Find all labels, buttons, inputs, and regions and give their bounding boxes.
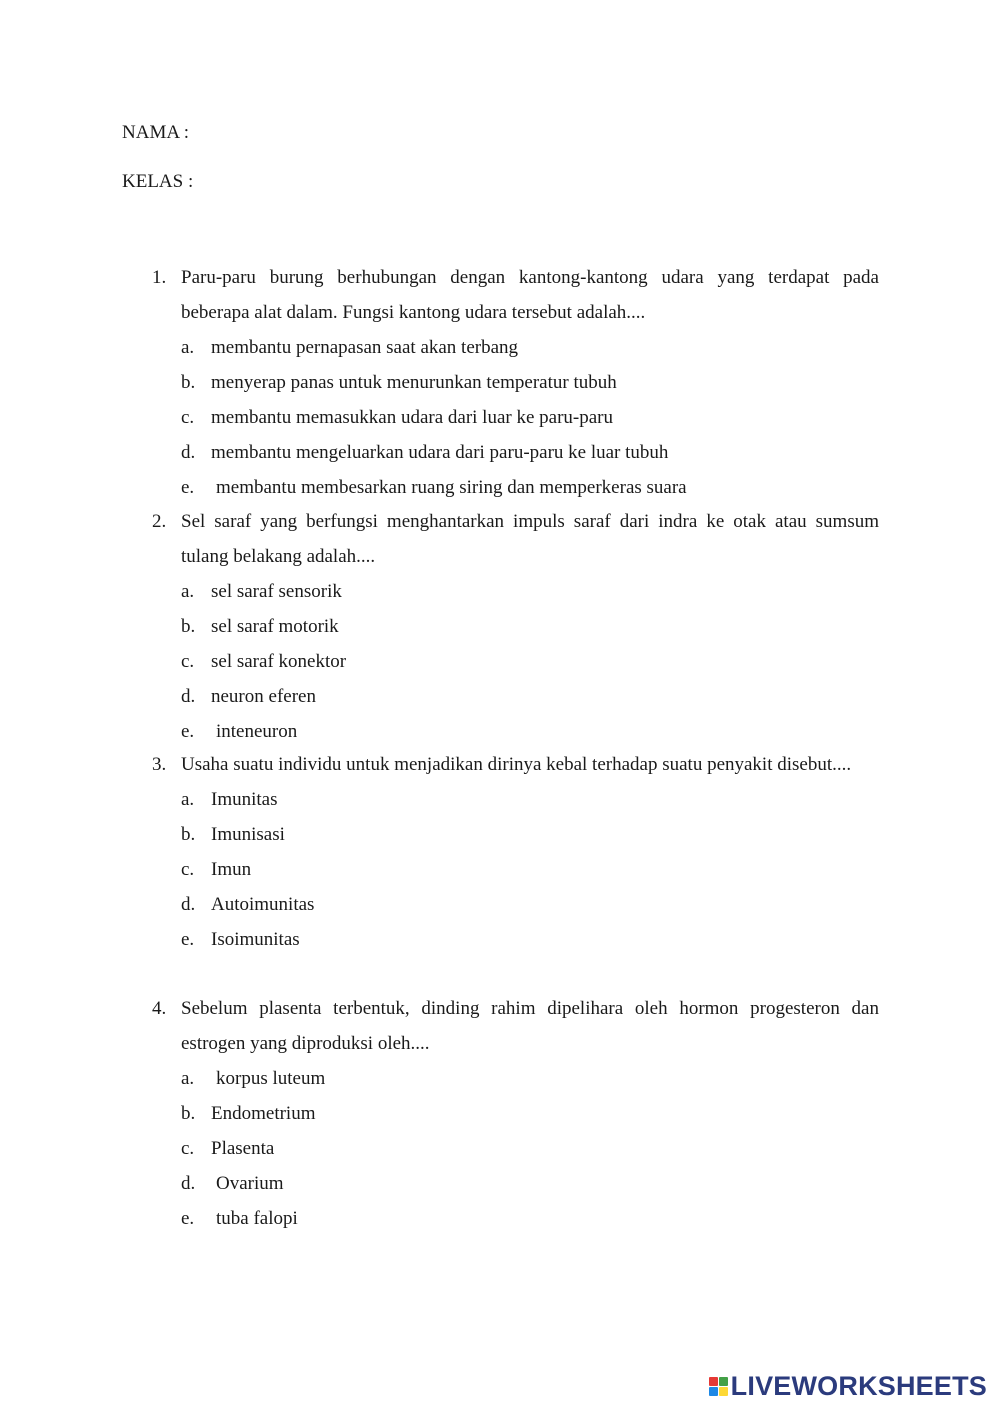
option-text: Imun — [211, 859, 252, 880]
option-b[interactable] — [181, 365, 879, 400]
option-letter: b. — [181, 824, 196, 845]
option-a[interactable] — [181, 330, 879, 365]
logo-square-yellow — [719, 1387, 728, 1396]
option-d[interactable] — [181, 1166, 879, 1201]
option-letter: b. — [181, 616, 196, 637]
option-text: sel saraf motorik — [211, 616, 339, 637]
question-number: 1. — [152, 267, 167, 288]
option-b[interactable] — [181, 817, 879, 852]
option-letter: d. — [181, 442, 196, 463]
option-text: Isoimunitas — [211, 929, 300, 950]
option-text: Plasenta — [211, 1138, 275, 1159]
option-letter: b. — [181, 372, 196, 393]
option-letter: a. — [181, 581, 195, 602]
option-text: sel saraf sensorik — [211, 581, 342, 602]
option-text: membantu membesarkan ruang siring dan memperkeras suara — [216, 477, 687, 498]
question-text: Sebelum plasenta terbentuk, dinding rahim dipelihara oleh hormon progesteron dan estrogen yang diproduksi oleh.... — [181, 998, 879, 1054]
option-letter: c. — [181, 859, 195, 880]
option-text: tuba falopi — [216, 1208, 298, 1229]
option-letter: c. — [181, 651, 195, 672]
option-e[interactable] — [181, 1201, 879, 1236]
option-text: membantu mengeluarkan udara dari paru-paru ke luar tubuh — [211, 442, 669, 463]
liveworksheets-wordmark: LIVEWORKSHEETS — [730, 1371, 987, 1401]
option-text: korpus luteum — [216, 1068, 326, 1089]
option-letter: d. — [181, 1173, 196, 1194]
question-number: 4. — [152, 998, 167, 1019]
option-text: Ovarium — [216, 1173, 284, 1194]
option-a[interactable] — [181, 782, 879, 817]
option-d[interactable] — [181, 679, 879, 714]
option-letter: d. — [181, 894, 196, 915]
option-letter: c. — [181, 1138, 195, 1159]
option-letter: a. — [181, 337, 195, 358]
option-letter: a. — [181, 789, 195, 810]
option-text: membantu pernapasan saat akan terbang — [211, 337, 519, 358]
logo-square-blue — [709, 1387, 718, 1396]
option-letter: e. — [181, 929, 195, 950]
option-text: Imunisasi — [211, 824, 285, 845]
liveworksheets-logo-icon — [709, 1377, 728, 1396]
question-text: Sel saraf yang berfungsi menghantarkan impuls saraf dari indra ke otak atau sumsum tulang belakang adalah.... — [181, 511, 879, 567]
question-1 — [152, 260, 879, 505]
option-c[interactable] — [181, 1131, 879, 1166]
question-3 — [152, 747, 879, 957]
option-text: Autoimunitas — [211, 894, 315, 915]
question-4 — [152, 991, 879, 1236]
option-e[interactable] — [181, 470, 879, 505]
option-text: sel saraf konektor — [211, 651, 347, 672]
option-letter: b. — [181, 1103, 196, 1124]
option-c[interactable] — [181, 852, 879, 887]
option-text: menyerap panas untuk menurunkan temperatur tubuh — [211, 372, 617, 393]
option-a[interactable] — [181, 574, 879, 609]
question-text: Usaha suatu individu untuk menjadikan dirinya kebal terhadap suatu penyakit disebut.... — [181, 754, 852, 775]
option-text: neuron eferen — [211, 686, 316, 707]
option-letter: e. — [181, 477, 195, 498]
option-e[interactable] — [181, 714, 879, 749]
logo-square-red — [709, 1377, 718, 1386]
option-e[interactable] — [181, 922, 879, 957]
option-c[interactable] — [181, 400, 879, 435]
option-letter: e. — [181, 1208, 195, 1229]
question-number: 3. — [152, 754, 167, 775]
option-d[interactable] — [181, 887, 879, 922]
option-b[interactable] — [181, 609, 879, 644]
logo-square-green — [719, 1377, 728, 1386]
option-letter: a. — [181, 1068, 195, 1089]
option-d[interactable] — [181, 435, 879, 470]
option-a[interactable] — [181, 1061, 879, 1096]
kelas-label: KELAS : — [122, 171, 194, 192]
option-letter: d. — [181, 686, 196, 707]
option-text: Endometrium — [211, 1103, 316, 1124]
question-number: 2. — [152, 511, 167, 532]
question-text: Paru-paru burung berhubungan dengan kantong-kantong udara yang terdapat pada beberapa alat dalam. Fungsi kantong udara tersebut adalah.... — [181, 267, 879, 323]
option-c[interactable] — [181, 644, 879, 679]
option-letter: c. — [181, 407, 195, 428]
option-text: inteneuron — [216, 721, 298, 742]
option-b[interactable] — [181, 1096, 879, 1131]
question-2 — [152, 504, 879, 749]
liveworksheets-branding — [709, 1371, 987, 1402]
option-letter: e. — [181, 721, 195, 742]
nama-label: NAMA : — [122, 122, 190, 143]
option-text: Imunitas — [211, 789, 278, 810]
option-text: membantu memasukkan udara dari luar ke paru-paru — [211, 407, 614, 428]
